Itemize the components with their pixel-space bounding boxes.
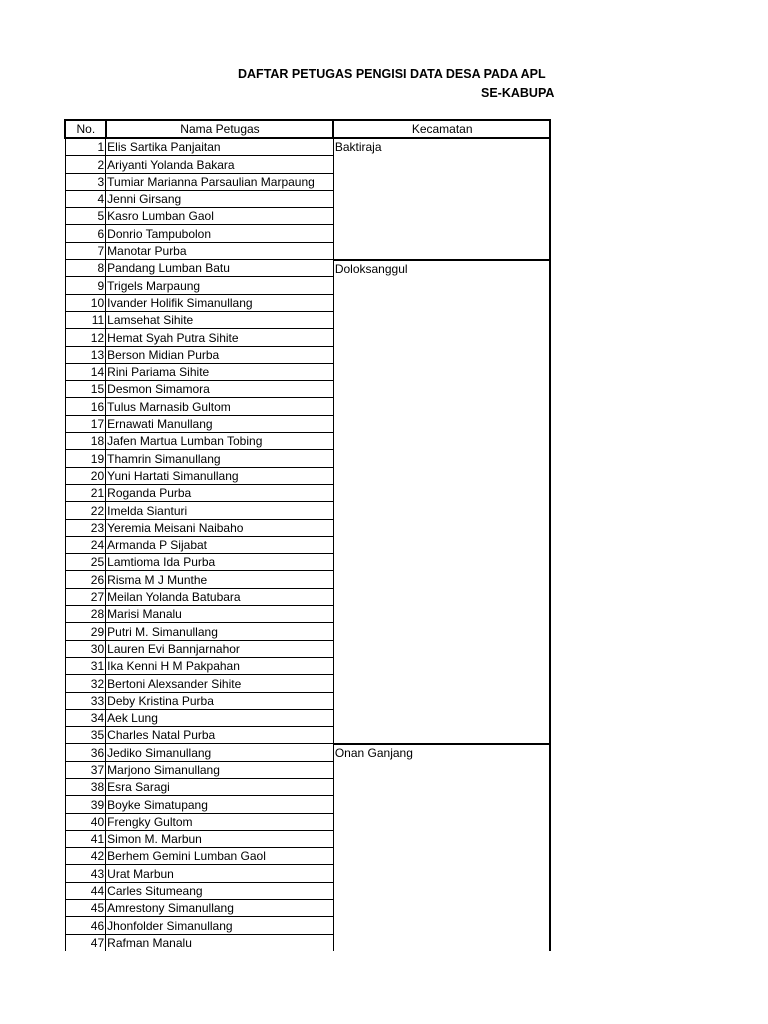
cell-nama-petugas[interactable]: Jhonfolder Simanullang <box>106 917 334 934</box>
cell-no[interactable]: 9 <box>65 277 106 294</box>
cell-no[interactable]: 45 <box>65 900 106 917</box>
cell-no[interactable]: 8 <box>65 260 106 277</box>
cell-no[interactable]: 12 <box>65 329 106 346</box>
cell-nama-petugas[interactable]: Meilan Yolanda Batubara <box>106 588 334 605</box>
cell-no[interactable]: 42 <box>65 848 106 865</box>
cell-nama-petugas[interactable]: Manotar Purba <box>106 242 334 259</box>
cell-no[interactable]: 13 <box>65 346 106 363</box>
cell-nama-petugas[interactable]: Putri M. Simanullang <box>106 623 334 640</box>
cell-nama-petugas[interactable]: Frengky Gultom <box>106 813 334 830</box>
cell-nama-petugas[interactable]: Hemat Syah Putra Sihite <box>106 329 334 346</box>
cell-no[interactable]: 27 <box>65 588 106 605</box>
cell-nama-petugas[interactable]: Yeremia Meisani Naibaho <box>106 519 334 536</box>
cell-nama-petugas[interactable]: Tumiar Marianna Parsaulian Marpaung <box>106 173 334 190</box>
cell-kecamatan[interactable]: Baktiraja <box>333 138 550 260</box>
header-kecamatan[interactable]: Kecamatan <box>333 120 550 138</box>
cell-no[interactable]: 35 <box>65 727 106 744</box>
cell-no[interactable]: 25 <box>65 554 106 571</box>
cell-nama-petugas[interactable]: Risma M J Munthe <box>106 571 334 588</box>
cell-nama-petugas[interactable]: Rafman Manalu <box>106 934 334 951</box>
cell-nama-petugas[interactable]: Urat Marbun <box>106 865 334 882</box>
cell-kecamatan[interactable]: Doloksanggul <box>333 260 550 744</box>
table-body <box>65 138 550 951</box>
cell-no[interactable]: 2 <box>65 156 106 173</box>
cell-kecamatan[interactable]: Onan Ganjang <box>333 744 550 951</box>
cell-nama-petugas[interactable]: Jediko Simanullang <box>106 744 334 761</box>
cell-no[interactable]: 28 <box>65 606 106 623</box>
cell-no[interactable]: 6 <box>65 225 106 242</box>
cell-no[interactable]: 30 <box>65 640 106 657</box>
cell-nama-petugas[interactable]: Tulus Marnasib Gultom <box>106 398 334 415</box>
cell-nama-petugas[interactable]: Trigels Marpaung <box>106 277 334 294</box>
cell-nama-petugas[interactable]: Elis Sartika Panjaitan <box>106 138 334 156</box>
cell-nama-petugas[interactable]: Marisi Manalu <box>106 606 334 623</box>
cell-nama-petugas[interactable]: Ernawati Manullang <box>106 415 334 432</box>
cell-nama-petugas[interactable]: Jenni Girsang <box>106 190 334 207</box>
cell-nama-petugas[interactable]: Amrestony Simanullang <box>106 900 334 917</box>
cell-no[interactable]: 40 <box>65 813 106 830</box>
cell-nama-petugas[interactable]: Lauren Evi Bannjarnahor <box>106 640 334 657</box>
cell-nama-petugas[interactable]: Deby Kristina Purba <box>106 692 334 709</box>
cell-nama-petugas[interactable]: Donrio Tampubolon <box>106 225 334 242</box>
cell-no[interactable]: 37 <box>65 761 106 778</box>
cell-nama-petugas[interactable]: Desmon Simamora <box>106 381 334 398</box>
cell-no[interactable]: 18 <box>65 433 106 450</box>
cell-no[interactable]: 7 <box>65 242 106 259</box>
cell-nama-petugas[interactable]: Roganda Purba <box>106 484 334 501</box>
table-header-row <box>65 120 550 138</box>
cell-nama-petugas[interactable]: Bertoni Alexsander Sihite <box>106 675 334 692</box>
cell-nama-petugas[interactable]: Berson Midian Purba <box>106 346 334 363</box>
cell-nama-petugas[interactable]: Ariyanti Yolanda Bakara <box>106 156 334 173</box>
cell-nama-petugas[interactable]: Rini Pariama Sihite <box>106 363 334 380</box>
cell-no[interactable]: 24 <box>65 536 106 553</box>
cell-no[interactable]: 19 <box>65 450 106 467</box>
cell-no[interactable]: 46 <box>65 917 106 934</box>
cell-nama-petugas[interactable]: Lamtioma Ida Purba <box>106 554 334 571</box>
petugas-table <box>64 119 551 951</box>
cell-no[interactable]: 4 <box>65 190 106 207</box>
cell-no[interactable]: 22 <box>65 502 106 519</box>
cell-no[interactable]: 39 <box>65 796 106 813</box>
cell-no[interactable]: 26 <box>65 571 106 588</box>
cell-no[interactable]: 20 <box>65 467 106 484</box>
cell-no[interactable]: 16 <box>65 398 106 415</box>
cell-no[interactable]: 17 <box>65 415 106 432</box>
cell-no[interactable]: 3 <box>65 173 106 190</box>
cell-nama-petugas[interactable]: Pandang Lumban Batu <box>106 260 334 277</box>
cell-no[interactable]: 34 <box>65 709 106 726</box>
cell-nama-petugas[interactable]: Simon M. Marbun <box>106 830 334 847</box>
cell-no[interactable]: 10 <box>65 294 106 311</box>
cell-nama-petugas[interactable]: Kasro Lumban Gaol <box>106 208 334 225</box>
cell-nama-petugas[interactable]: Thamrin Simanullang <box>106 450 334 467</box>
cell-no[interactable]: 14 <box>65 363 106 380</box>
cell-nama-petugas[interactable]: Jafen Martua Lumban Tobing <box>106 433 334 450</box>
cell-nama-petugas[interactable]: Yuni Hartati Simanullang <box>106 467 334 484</box>
cell-no[interactable]: 31 <box>65 657 106 674</box>
header-nama-petugas[interactable]: Nama Petugas <box>106 120 334 138</box>
table-row <box>65 744 550 761</box>
cell-no[interactable]: 11 <box>65 311 106 328</box>
table-row <box>65 260 550 277</box>
cell-nama-petugas[interactable]: Esra Saragi <box>106 778 334 795</box>
sheet-title-line-1: DAFTAR PETUGAS PENGISI DATA DESA PADA APL <box>238 67 546 81</box>
table-row <box>65 138 550 156</box>
cell-no[interactable]: 47 <box>65 934 106 951</box>
cell-no[interactable]: 38 <box>65 778 106 795</box>
cell-no[interactable]: 29 <box>65 623 106 640</box>
cell-no[interactable]: 36 <box>65 744 106 761</box>
sheet-title-line-2: SE-KABUPA <box>481 86 555 100</box>
cell-nama-petugas[interactable]: Charles Natal Purba <box>106 727 334 744</box>
cell-no[interactable]: 41 <box>65 830 106 847</box>
cell-nama-petugas[interactable]: Ivander Holifik Simanullang <box>106 294 334 311</box>
cell-no[interactable]: 21 <box>65 484 106 501</box>
cell-no[interactable]: 44 <box>65 882 106 899</box>
cell-no[interactable]: 32 <box>65 675 106 692</box>
cell-nama-petugas[interactable]: Berhem Gemini Lumban Gaol <box>106 848 334 865</box>
cell-nama-petugas[interactable]: Imelda Sianturi <box>106 502 334 519</box>
cell-nama-petugas[interactable]: Aek Lung <box>106 709 334 726</box>
cell-nama-petugas[interactable]: Carles Situmeang <box>106 882 334 899</box>
header-no[interactable]: No. <box>65 120 106 138</box>
cell-nama-petugas[interactable]: Lamsehat Sihite <box>106 311 334 328</box>
cell-nama-petugas[interactable]: Ika Kenni H M Pakpahan <box>106 657 334 674</box>
cell-no[interactable]: 43 <box>65 865 106 882</box>
cell-nama-petugas[interactable]: Marjono Simanullang <box>106 761 334 778</box>
cell-nama-petugas[interactable]: Armanda P Sijabat <box>106 536 334 553</box>
cell-no[interactable]: 15 <box>65 381 106 398</box>
cell-no[interactable]: 23 <box>65 519 106 536</box>
cell-no[interactable]: 5 <box>65 208 106 225</box>
cell-no[interactable]: 1 <box>65 138 106 156</box>
cell-no[interactable]: 33 <box>65 692 106 709</box>
cell-nama-petugas[interactable]: Boyke Simatupang <box>106 796 334 813</box>
